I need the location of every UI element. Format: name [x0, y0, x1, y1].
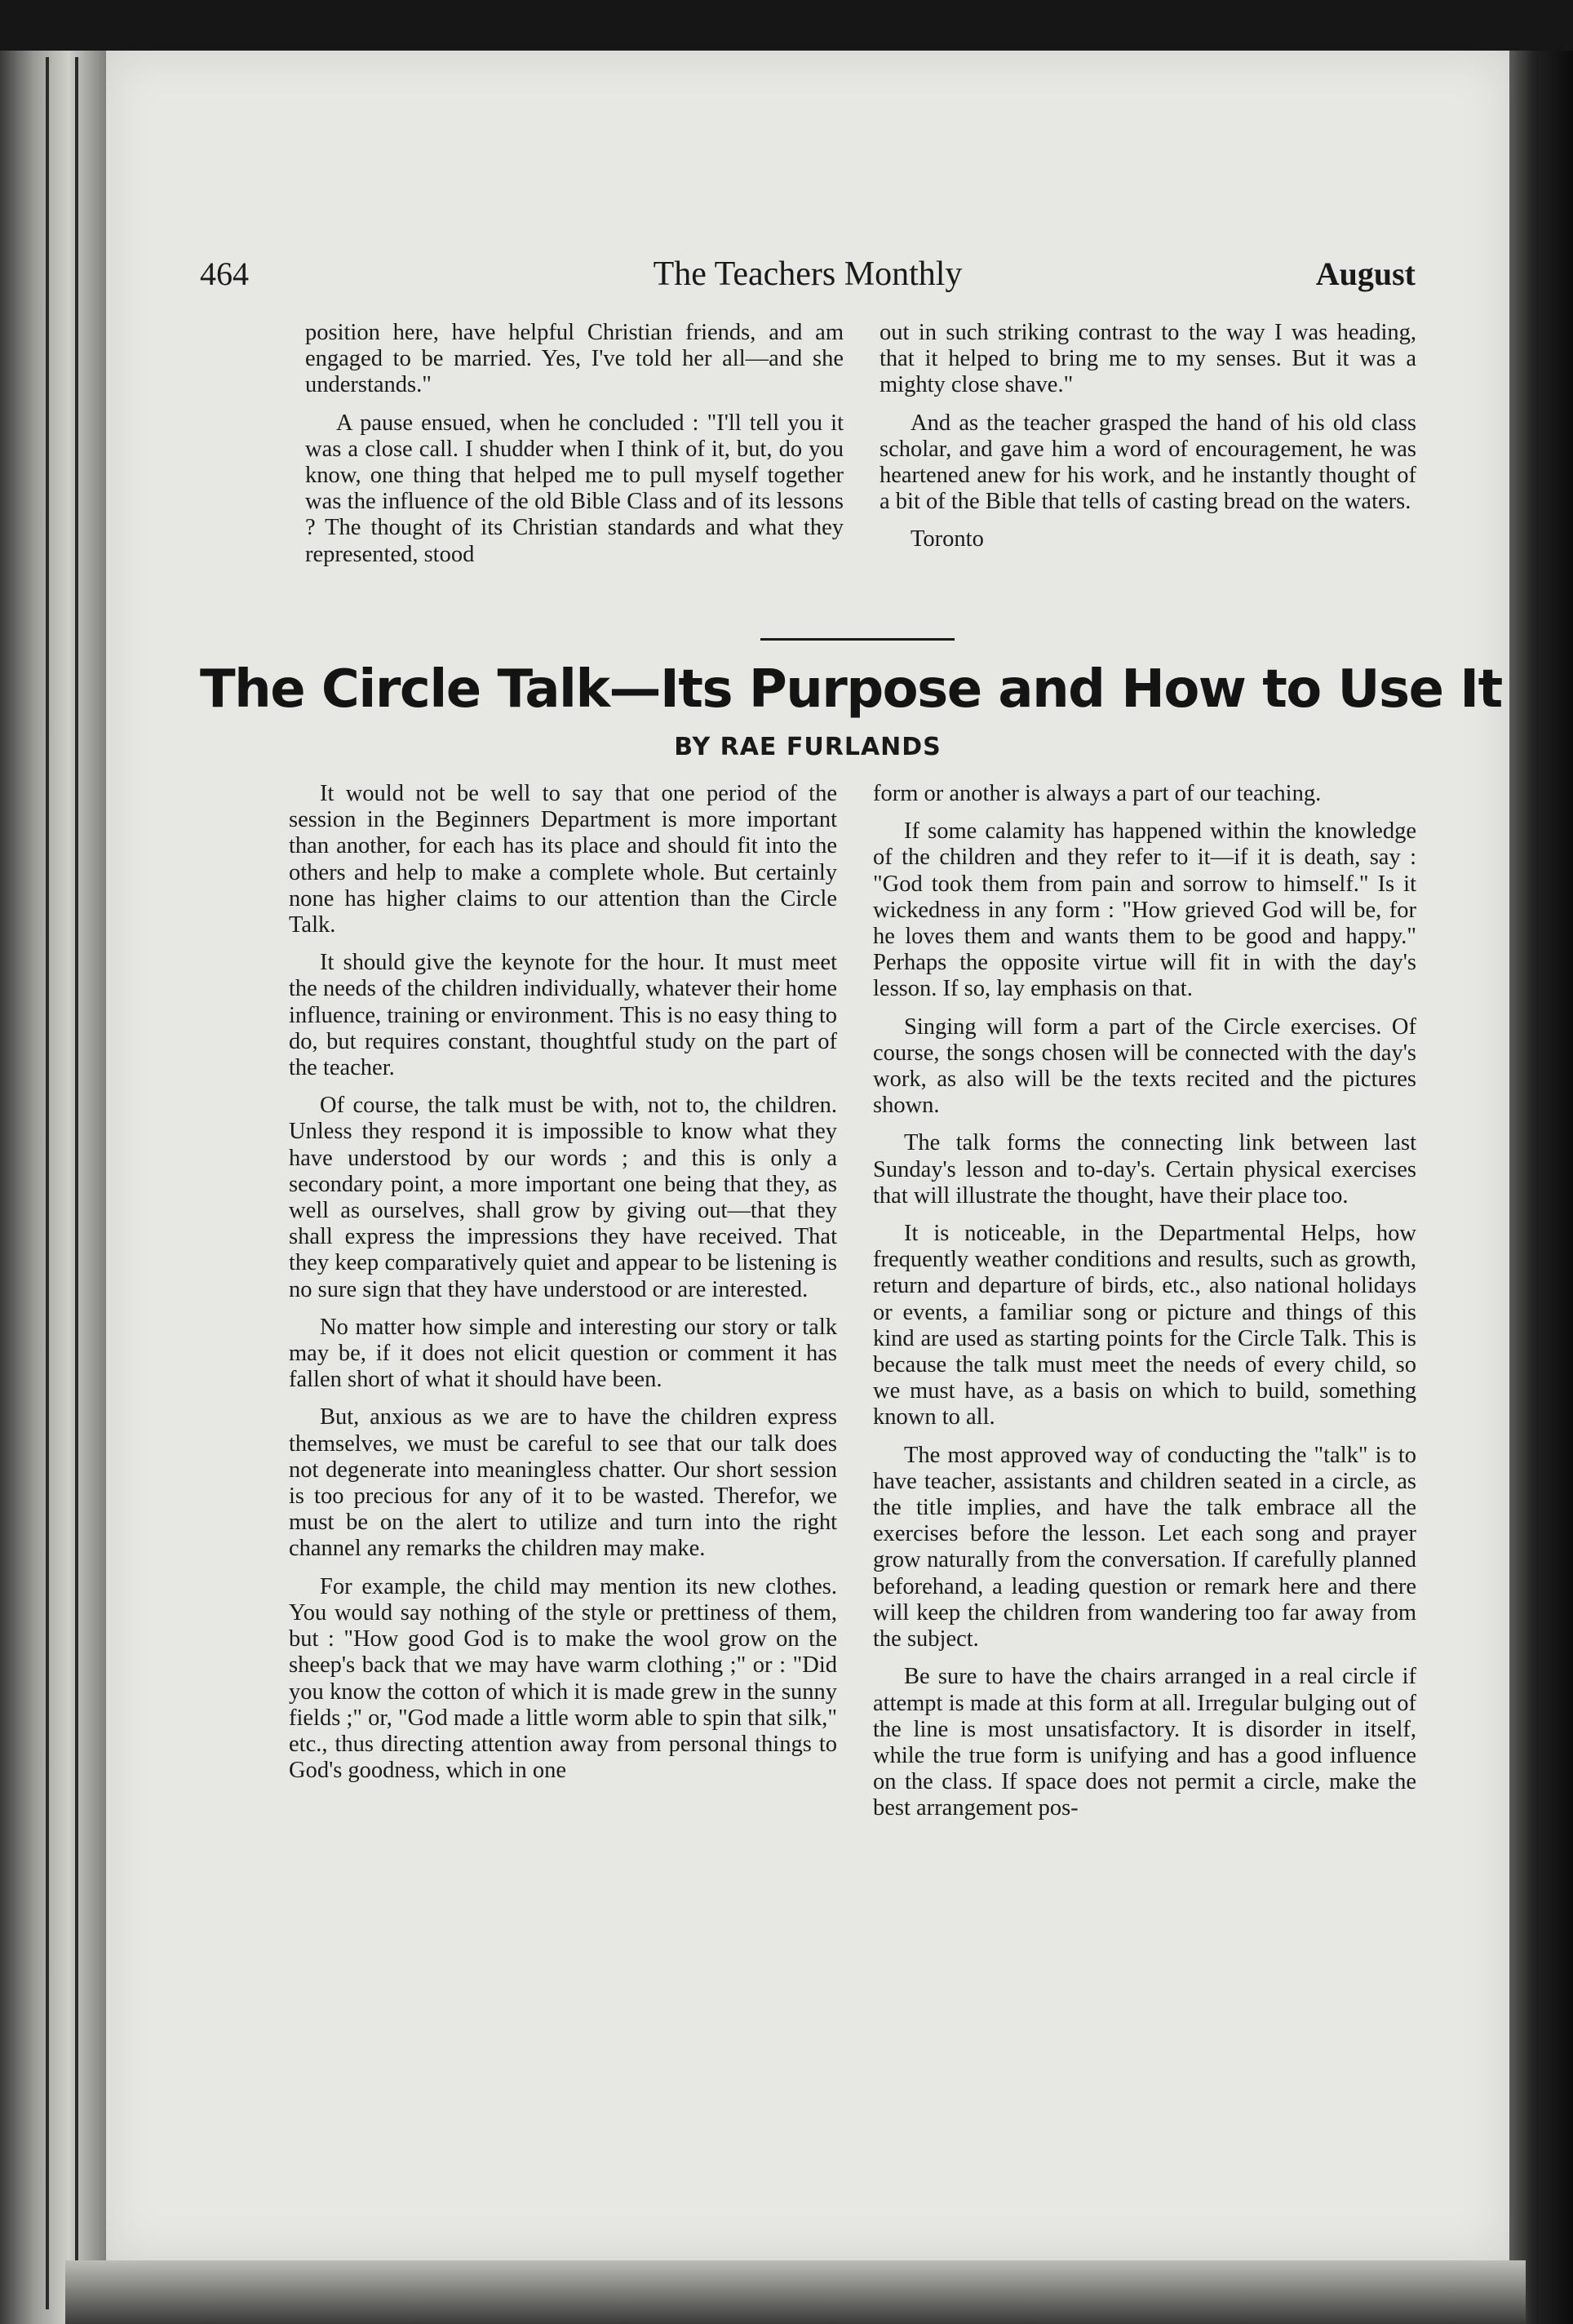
paragraph: Singing will form a part of the Circle exercises. Of course, the songs chosen will be connected with the day's work, as also will be the texts recited and the pictures shown. — [873, 1013, 1416, 1119]
paragraph: The talk forms the connecting link between last Sunday's lesson and to-day's. Certain physical exercises that will illustrate the thought, have their place too. — [873, 1130, 1416, 1209]
paragraph: No matter how simple and interesting our story or talk may be, if it does not elicit question or comment it has fallen short of what it should have been. — [289, 1314, 837, 1393]
paragraph: Of course, the talk must be with, not to, the children. Unless they respond it is impossible to know what they have understood by our words ; and this is only a secondary point, a more important one being that they, as well as ourselves, shall grow by giving out—that they shall express the impressions they have received. That they keep comparatively quiet and appear to be listening is no sure sign that they have understood or are interested. — [289, 1093, 837, 1302]
article-right-column — [873, 781, 1416, 1834]
article-title: The Circle Talk—Its Purpose and How to Use It — [200, 659, 1502, 720]
article-byline: BY RAE FURLANDS — [674, 733, 942, 761]
running-header — [200, 255, 1416, 304]
paragraph: And as the teacher grasped the hand of his old class scholar, and gave him a word of encouragement, he was heartened anew for his work, and he instantly thought of a bit of the Bible that tells of casting bread on the waters. — [880, 410, 1416, 515]
paragraph: It is noticeable, in the Departmental Helps, how frequently weather conditions and results, such as growth, return and departure of birds, etc., also national holidays or events, a familiar song or picture and things of this kind are used as starting points for the Circle Talk. This is because the talk must meet the needs of every child, so we must have, as a basis on which to build, something known to all. — [873, 1221, 1416, 1430]
paragraph: For example, the child may mention its new clothes. You would say nothing of the style or prettiness of them, but : "How good God is to make the wool grow on the sheep's back that we may have warm clothing ;" or : "Did you know the cotton of which it is made grew in the sunny fields ;" or, "God made a little worm able to spin that silk," etc., thus directing attention away from personal things to God's goodness, which in one — [289, 1573, 837, 1784]
page-bottom-edge — [65, 2260, 1526, 2324]
paragraph: A pause ensued, when he concluded : "I'll tell you it was a close call. I shudder when I think of it, but, do you know, one thing that helped me to pull myself together was the influence of the old Bible Class and of its lessons ? The thought of its Christian standards and what they represented, stood — [305, 410, 844, 567]
paragraph: But, anxious as we are to have the children express themselves, we must be careful to see that our talk does not degenerate into meaningless chatter. Our short session is too precious for any of it to be wasted. Therefor, we must be on the alert to utilize and turn into the right channel any remarks the children may make. — [289, 1404, 837, 1562]
paragraph: position here, have helpful Christian friends, and am engaged to be married. Yes, I've told her all—and she understands." — [305, 320, 844, 398]
publication-title: The Teachers Monthly — [653, 255, 963, 293]
spine-line — [75, 57, 78, 2309]
scan-right-border — [1509, 51, 1573, 2324]
page-number: 464 — [200, 255, 249, 292]
section-divider — [760, 638, 955, 641]
paragraph: form or another is always a part of our teaching. — [873, 781, 1322, 806]
paragraph: The most approved way of conducting the "talk" is to have teacher, assistants and children seated in a circle, as the title implies, and have the talk embrace all the exercises before the lesson. Let each song and prayer grow naturally from the conversation. If carefully planned beforehand, a leading question or remark here and there will keep the children from wandering too far away from the subject. — [873, 1442, 1416, 1652]
spine-line — [46, 57, 49, 2309]
book-spine — [0, 51, 114, 2324]
top-right-column — [880, 320, 1416, 565]
paragraph: Toronto — [911, 526, 984, 552]
paragraph: Be sure to have the chairs arranged in a real circle if attempt is made at this form at all. Irregular bulging out of the line is most unsatisfactory. It is disorder in itself, while the true form is unifying and has a good influence on the class. If space does not permit a circle, make the best arrangement pos- — [873, 1664, 1416, 1821]
paragraph: It should give the keynote for the hour. It must meet the needs of the children individually, whatever their home influence, training or environment. This is no easy thing to do, but requires constant, thoughtful study on the part of the teacher. — [289, 950, 837, 1081]
paragraph: If some calamity has happened within the knowledge of the children and they refer to it—if it is death, say : "God took them from pain and sorrow to himself." Is it wickedness in any form : "How grieved God will be, for he loves them and wants them to be good and happy." Perhaps the opposite virtue will fit in with the day's lesson. If so, lay emphasis on that. — [873, 818, 1416, 1002]
paragraph: out in such striking contrast to the way I was heading, that it helped to bring me to my senses. But it was a mighty close shave." — [880, 320, 1416, 398]
top-left-column — [305, 320, 844, 579]
article-left-column — [289, 781, 837, 1795]
paragraph: It would not be well to say that one period of the session in the Beginners Department is more important than another, for each has its place and should fit into the others and help to make a complete whole. But certainly none has higher claims to our attention than the Circle Talk. — [289, 781, 837, 938]
scan-top-border — [0, 0, 1573, 51]
issue-month: August — [1315, 255, 1416, 292]
